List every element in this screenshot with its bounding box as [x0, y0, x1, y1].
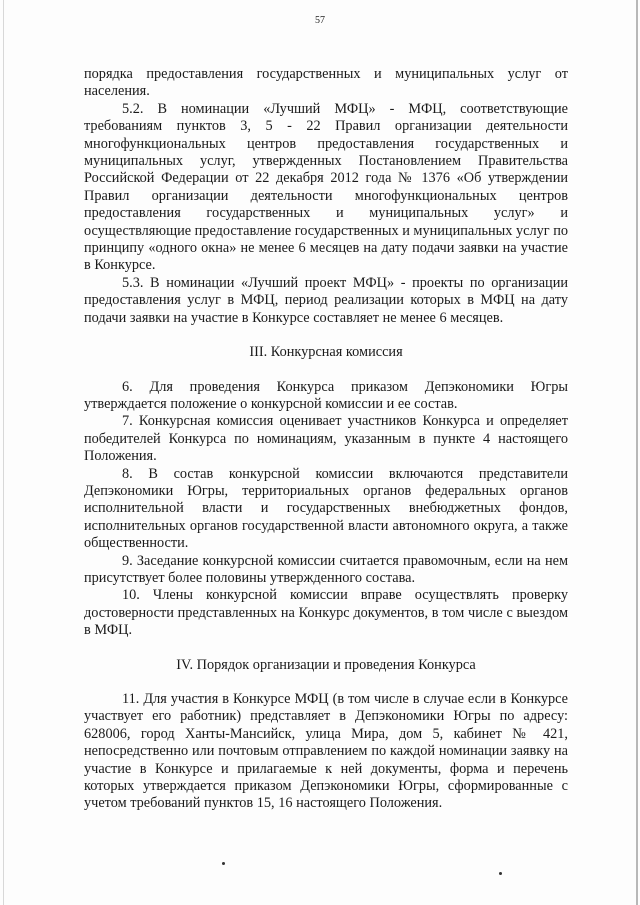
paragraph-6: 6. Для проведения Конкурса приказом Депэкономики Югры утверждается положение о конкурсной комиссии и ее состав. [84, 378, 568, 412]
page-number: 57 [315, 15, 325, 26]
scan-speck [499, 872, 502, 875]
paragraph-5-2: 5.2. В номинации «Лучший МФЦ» - МФЦ, соответствующие требованиям пунктов 3, 5 - 22 Правил организации деятельности многофункциональных центров предоставления государственных и муниципальных услуг, утвержденных Постановлением Правительства Российской Федерации от 22 декабря 2012 года № 1376 «Об утверждении Правил организации деятельности многофункциональных центров предоставления государственных и муниципальных услуг» и осуществляющие предоставление государственных и муниципальных услуг по принципу «одного окна» не менее 6 месяцев на дату подачи заявки на участие в Конкурсе. [84, 100, 568, 274]
paragraph-8: 8. В состав конкурсной комиссии включаются представители Депэкономики Югры, территориальных органов федеральных органов исполнительной власти и государственных внебюджетных фондов, исполнительных органов государственной власти автономного округа, а также общественности. [84, 465, 568, 552]
section-heading-4: IV. Порядок организации и проведения Конкурса [176, 656, 476, 673]
document-body [84, 66, 568, 813]
scan-speck [222, 862, 225, 865]
paragraph-10: 10. Члены конкурсной комиссии вправе осуществлять проверку достоверности представленных на Конкурс документов, в том числе с выездом в МФЦ. [84, 587, 568, 639]
section-heading-3: III. Конкурсная комиссия [249, 344, 403, 361]
paragraph-7: 7. Конкурсная комиссия оценивает участников Конкурса и определяет победителей Конкурса по номинациям, указанным в пункте 4 настоящего Положения. [84, 413, 568, 465]
paragraph-continuation: порядка предоставления государственных и муниципальных услуг от населения. [84, 66, 568, 100]
paragraph-11: 11. Для участия в Конкурсе МФЦ (в том числе в случае если в Конкурсе участвует его работник) представляет в Депэкономики Югры по адресу: 628006, город Ханты-Мансийск, улица Мира, дом 5, кабинет № 421, непосредственно или почтовым отправлением по каждой номинации заявку на участие в Конкурсе и прилагаемые к ней документы, форма и перечень которых утверждается приказом Депэкономики Югры, сформированные с учетом требований пунктов 15, 16 настоящего Положения. [84, 691, 568, 812]
scan-edge-left [3, 0, 4, 905]
scan-edge-right [636, 0, 638, 905]
paragraph-9: 9. Заседание конкурсной комиссии считается правомочным, если на нем присутствует более половины утвержденного состава. [84, 552, 568, 586]
paragraph-5-3: 5.3. В номинации «Лучший проект МФЦ» - проекты по организации предоставления услуг в МФЦ, период реализации которых в МФЦ на дату подачи заявки на участие в Конкурсе составляет не менее 6 месяцев. [84, 274, 568, 326]
